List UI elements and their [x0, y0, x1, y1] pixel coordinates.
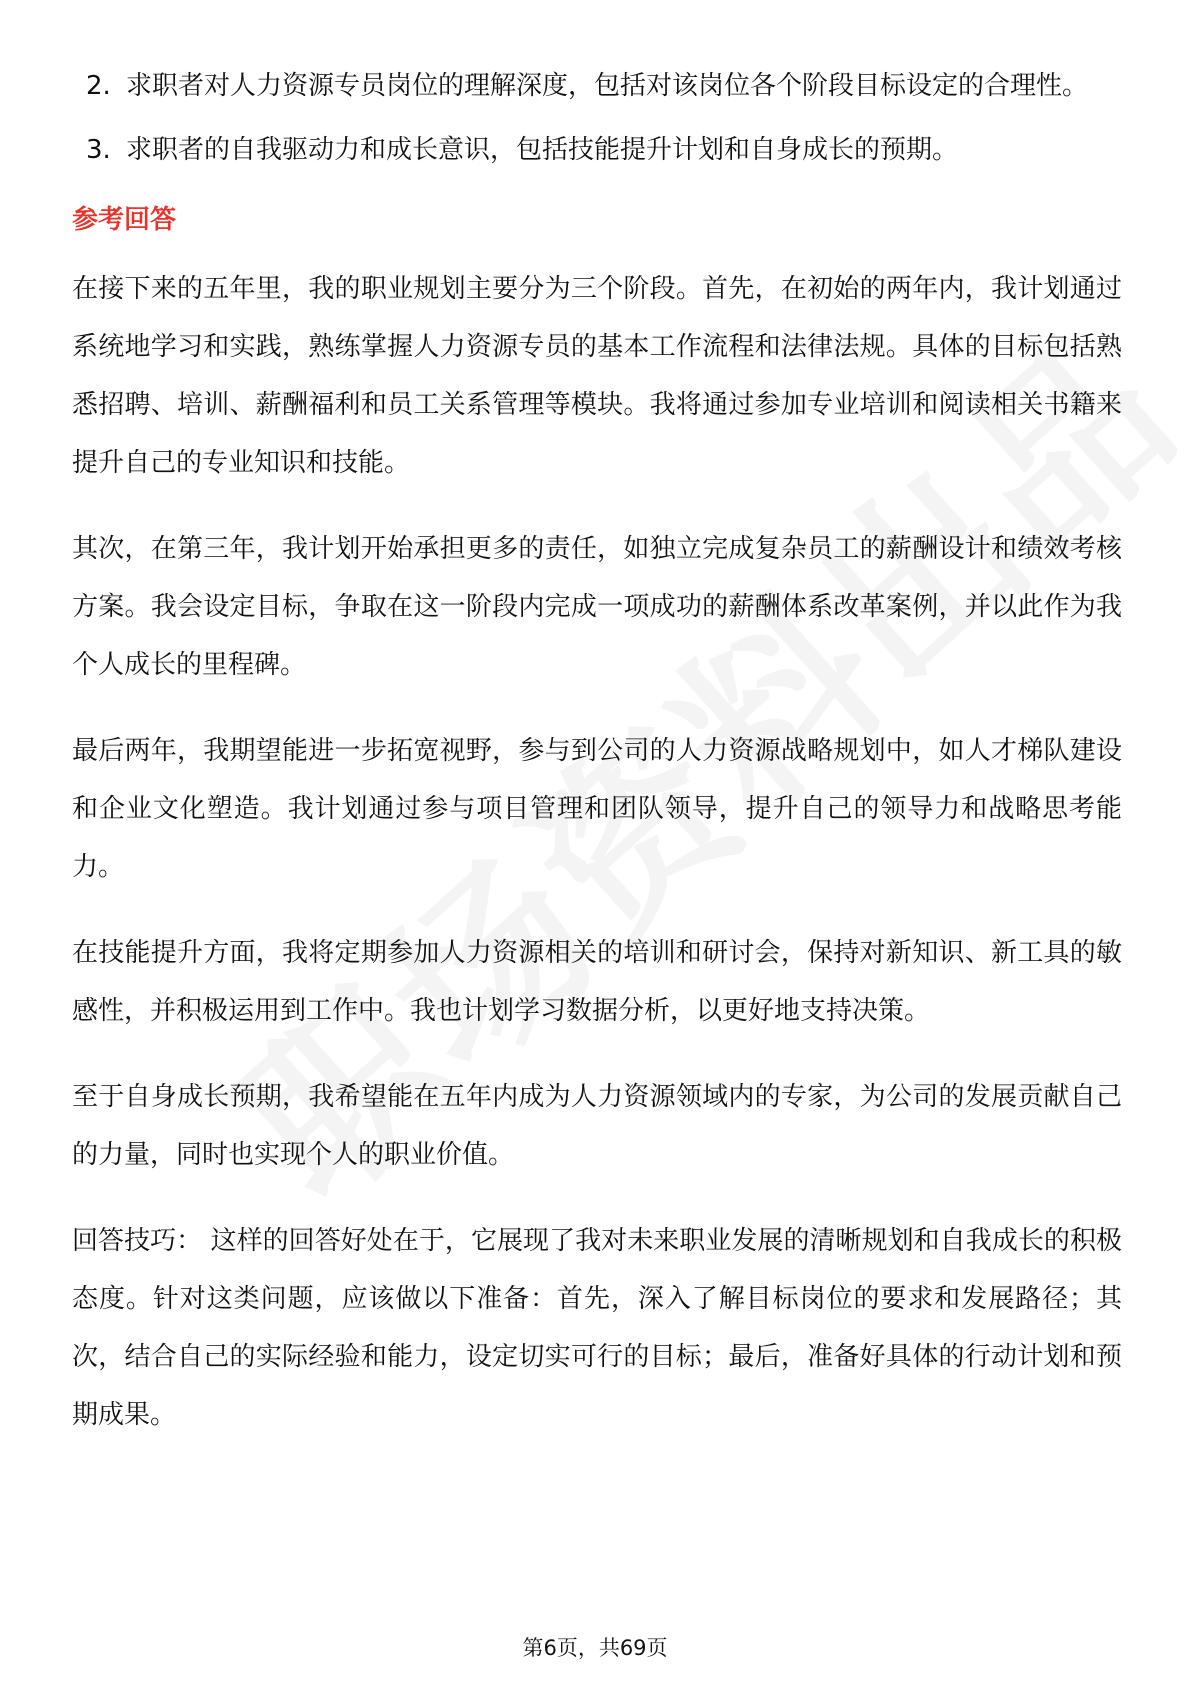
paragraph: 回答技巧： 这样的回答好处在于，它展现了我对未来职业发展的清晰规划和自我成长的积极态度。针对这类问题，应该做以下准备：首先，深入了解目标岗位的要求和发展路径；其次，结合自己的实际经验和能力，设定切实可行的目标；最后，准备好具体的行动计划和预期成果。 [72, 1226, 1122, 1430]
document-content [72, 58, 1122, 1472]
paragraph: 其次，在第三年，我计划开始承担更多的责任，如独立完成复杂员工的薪酬设计和绩效考核方案。我会设定目标，争取在这一阶段内完成一项成功的薪酬体系改革案例，并以此作为我个人成长的里程碑。 [72, 534, 1122, 680]
list-item [72, 122, 1122, 178]
paragraph: 在接下来的五年里，我的职业规划主要分为三个阶段。首先，在初始的两年内，我计划通过系统地学习和实践，熟练掌握人力资源专员的基本工作流程和法律法规。具体的目标包括熟悉招聘、培训、薪酬福利和员工关系管理等模块。我将通过参加专业培训和阅读相关书籍来提升自己的专业知识和技能。 [72, 274, 1122, 478]
paragraph: 在技能提升方面，我将定期参加人力资源相关的培训和研讨会，保持对新知识、新工具的敏感性，并积极运用到工作中。我也计划学习数据分析，以更好地支持决策。 [72, 938, 1122, 1026]
paragraph: 至于自身成长预期，我希望能在五年内成为人力资源领域内的专家，为公司的发展贡献自己的力量，同时也实现个人的职业价值。 [72, 1082, 1122, 1170]
list-item-number: 2. [86, 71, 111, 101]
page-footer: 第6页，共69页 [522, 1636, 668, 1660]
list-item [72, 58, 1122, 114]
list-item-text: 求职者的自我驱动力和成长意识，包括技能提升计划和自身成长的预期。 [126, 135, 959, 165]
section-heading: 参考回答 [72, 205, 177, 235]
list-item-number: 3. [86, 135, 111, 165]
paragraph: 最后两年，我期望能进一步拓宽视野，参与到公司的人力资源战略规划中，如人才梯队建设和企业文化塑造。我计划通过参与项目管理和团队领导，提升自己的领导力和战略思考能力。 [72, 736, 1122, 882]
list-item-text: 求职者对人力资源专员岗位的理解深度，包括对该岗位各个阶段目标设定的合理性。 [126, 71, 1089, 101]
